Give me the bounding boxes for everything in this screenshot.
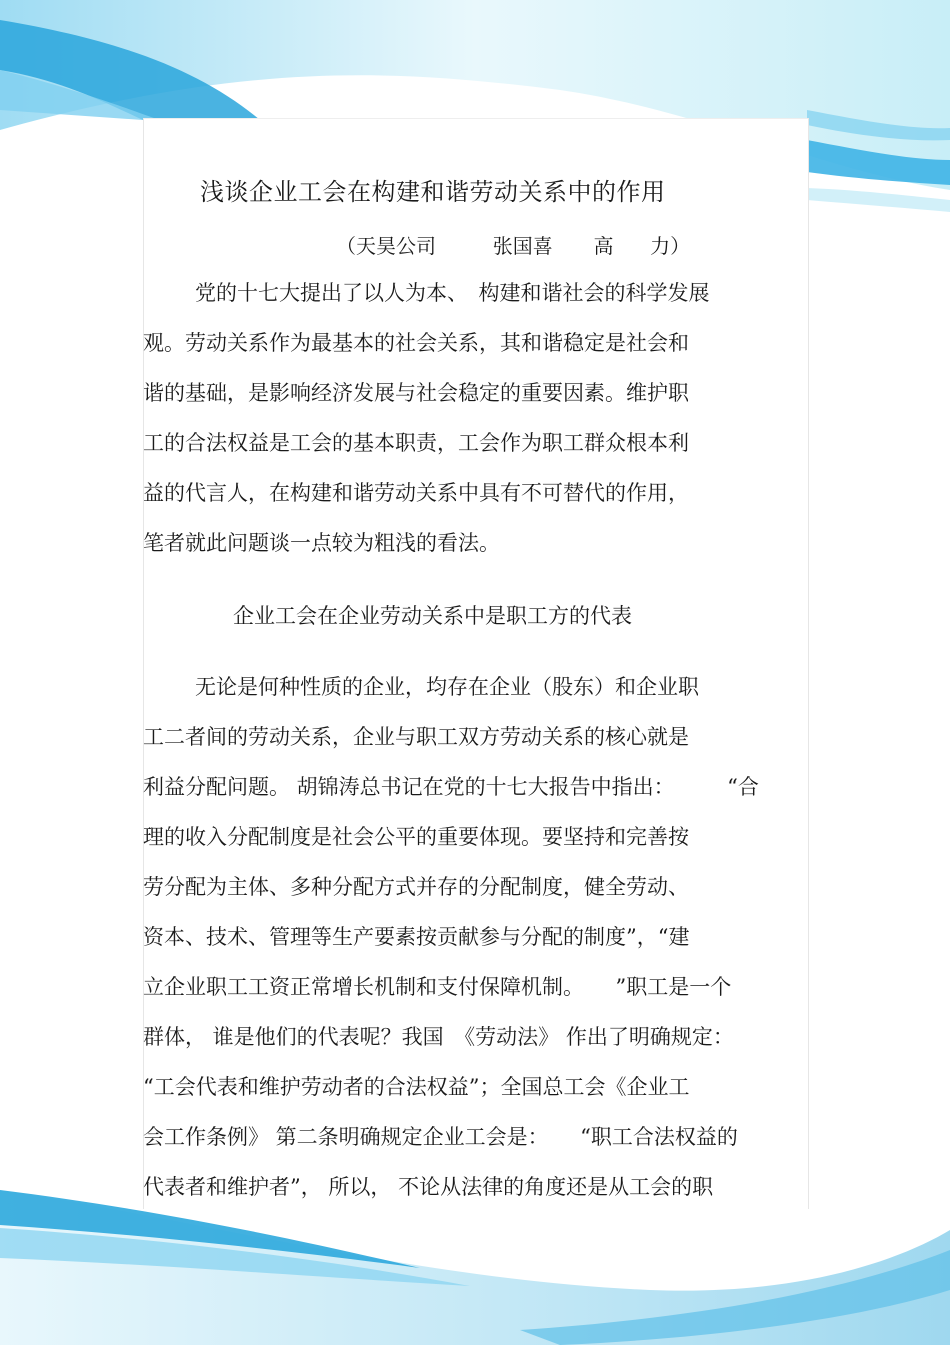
paragraph-2-line: 代表者和维护者”， 所以， 不论从法律的角度还是从工会的职 [143,1175,714,1199]
paragraph-2-line: 工二者间的劳动关系，企业与职工双方劳动关系的核心就是 [143,725,689,749]
paragraph-2-line: 劳分配为主体、多种分配方式并存的分配制度，健全劳动、 [143,875,689,899]
byline-author-2a: 高 [593,234,614,258]
paragraph-1-line: 益的代言人，在构建和谐劳动关系中具有不可替代的作用， [143,481,689,505]
paragraph-2-line: 会工作条例》 第二条明确规定企业工会是： “职工合法权益的 [143,1125,738,1149]
paragraph-2-line: 立企业职工工资正常增长机制和支付保障机制。 ”职工是一个 [143,975,732,999]
paragraph-2-line: “工会代表和维护劳动者的合法权益”；全国总工会《企业工 [143,1075,690,1099]
author-byline [336,230,690,259]
paragraph-2-line: 资本、技术、管理等生产要素按贡献参与分配的制度”，“建 [143,925,690,949]
paragraph-1-line: 谐的基础，是影响经济发展与社会稳定的重要因素。维护职 [143,381,689,405]
document-title: 浅谈企业工会在构建和谐劳动关系中的作用 [200,178,666,206]
paragraph-1-line: 笔者就此问题谈一点较为粗浅的看法。 [143,531,500,555]
paragraph-1-line: 观。劳动关系作为最基本的社会关系，其和谐稳定是社会和 [143,331,689,355]
paragraph-2-line: 无论是何种性质的企业，均存在企业（股东）和企业职 [195,675,699,699]
paragraph-2-line: 利益分配问题。 胡锦涛总书记在党的十七大报告中指出： “合 [143,775,759,799]
byline-author-1: 张国喜 [492,234,553,258]
byline-organization: （天昊公司 [336,234,436,258]
byline-author-2b: 力） [650,234,691,258]
paragraph-2-line: 理的收入分配制度是社会公平的重要体现。要坚持和完善按 [143,825,689,849]
paragraph-1-line: 党的十七大提出了以人为本、 构建和谐社会的科学发展 [195,281,710,305]
paragraph-2-line: 群体， 谁是他们的代表呢？我国 《劳动法》 作出了明确规定： [143,1025,734,1049]
section-heading: 企业工会在企业劳动关系中是职工方的代表 [233,604,632,628]
paragraph-1-line: 工的合法权益是工会的基本职责，工会作为职工群众根本利 [143,431,689,455]
